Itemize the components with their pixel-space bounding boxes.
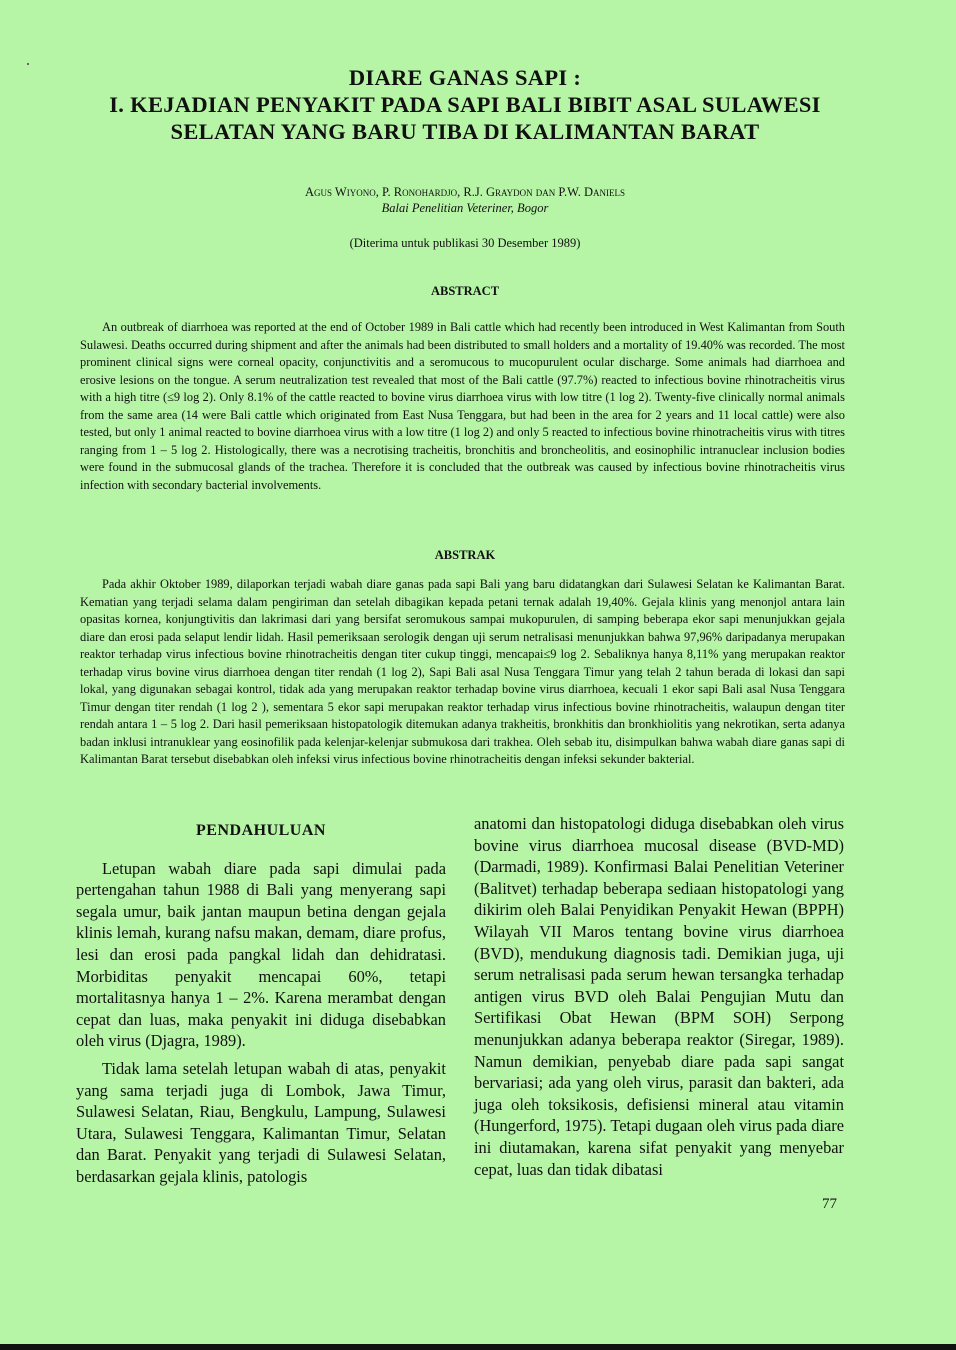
abstrak-text: Pada akhir Oktober 1989, dilaporkan terjadi wabah diare ganas pada sapi Bali yang baru didatangkan dari Sulawesi Selatan ke Kalimantan Barat. Kematian yang terjadi selama dalam pengiriman dan setelah dibagikan kepada petani ternak adalah 19,40%. Gejala klinis yang menonjol antara lain opasitas kornea, konjungtivitis dan lakrimasi dari yang bersifat seromukous sampai mukopurulen, di samping beberapa ekor sapi menunjukkan gejala diare dan erosi pada selaput lendir lidah. Hasil pemeriksaan serologik dengan uji serum netralisasi menunjukkan bahwa 97,96% daripadanya merupakan reaktor terhadap virus infectious bovine rhinotracheitis dengan titer cukup tinggi, mencapai≤9 log 2. Sebaliknya hanya 8,11% yang merupakan reaktor terhadap virus bovine virus diarrhoea dengan titer rendah (1 log 2), Sapi Bali asal Nusa Tenggara Timur yang telah 2 tahun berada di lokasi dan sapi lokal, yang digunakan sebagai kontrol, tidak ada yang merupakan reaktor terhadap bovine virus diarrhoea, kecuali 1 ekor sapi Bali asal Nusa Tenggara Timur dengan titer rendah (1 log 2 ), sementara 5 ekor sapi merupakan reaktor terhadap virus infectious bovine rhinotracheitis, walaupun dengan titer rendah antara 1 – 5 log 2. Dari hasil pemeriksaan histopatologik ditemukan adanya trakheitis, bronkhitis dan bronkhiolitis yang nekrotikan, serta adanya badan inklusi intranuklear yang eosinofilik pada kelenjar-kelenjar submukosa dari trakhea. Oleh sebab itu, disimpulkan bahwa wabah diare ganas sapi di Kalimantan Barat tersebut disebabkan oleh infeksi virus infectious bovine rhinotracheitis dengan infeksi sekunder bakterial.: [80, 577, 845, 766]
abstrak-heading: ABSTRAK: [434, 548, 496, 562]
introduction-heading: PENDAHULUAN: [196, 822, 326, 839]
scan-speck: [27, 63, 29, 65]
abstract-heading: ABSTRACT: [430, 284, 500, 298]
left-column: [76, 820, 446, 1188]
paper-title: [70, 64, 860, 145]
institution: Balai Penelitian Veteriner, Bogor: [381, 201, 549, 215]
abstract-text: An outbreak of diarrhoea was reported at the end of October 1989 in Bali cattle which had recently been introduced in West Kalimantan from South Sulawesi. Deaths occurred during shipment and after the animals had been distributed to small holders and a mortality of 19.40% was recorded. The most prominent clinical signs were corneal opacity, conjunctivitis and a seromucous to mucopurulent ocular discharge. Some animals had diarrhoea and erosive lesions on the tongue. A serum neutralization test revealed that most of the Bali cattle (97.7%) reacted to infectious bovine rhinotracheitis virus with a high titre (≤9 log 2). Only 8.1% of the cattle reacted to bovine virus diarrhoea virus with low titre (1 log 2). Twenty-five clinically normal animals from the same area (14 were Bali cattle which originated from East Nusa Tenggara, but had been in the area for 2 years and 11 local cattle) were also tested, but only 1 animal reacted to bovine diarrhoea virus with a low titre (1 log 2) and only 5 reacted to infectious bovine rhinotracheitis virus with titres ranging from 1 – 5 log 2. Histologically, there was a necrotising tracheitis, bronchitis and broncheolitis, and eosinophilic intranuclear inclusion bodies were found in the submucosal glands of the trachea. Therefore it is concluded that the outbreak was caused by infectious bovine rhinotracheitis virus infection with secondary bacterial involvements.: [80, 320, 845, 492]
received-date: (Diterima untuk publikasi 30 Desember 1989): [349, 236, 581, 250]
body-paragraph: Letupan wabah diare pada sapi dimulai pada pertengahan tahun 1988 di Bali yang menyerang sapi segala umur, baik jantan maupun betina dengan gejala klinis lemah, kurang nafsu makan, demam, diare profus, lesi dan erosi pada pangkal lidah dan dehidratasi. Morbiditas penyakit mencapai 60%, tetapi mortalitasnya hanya 1 – 2%. Karena merambat dengan cepat dan luas, maka penyakit ini diduga disebabkan oleh virus (Djagra, 1989).: [76, 858, 446, 1051]
author-list: Agus Wiyono, P. Ronohardjo, R.J. Graydon dan P.W. Daniels: [304, 185, 626, 199]
body-paragraph: anatomi dan histopatologi diduga disebabkan oleh virus bovine virus diarrhoea mucosal disease (BVD-MD) (Darmadi, 1989). Konfirmasi Balai Penelitian Veteriner (Balitvet) terhadap beberapa sediaan histopatologi yang dikirim oleh Balai Penyidikan Penyakit Hewan (BPPH) Wilayah VII Maros tentang bovine virus diarrhoea (BVD), mendukung diagnosis tadi. Demikian juga, uji serum netralisasi pada serum hewan tersangka terhadap antigen virus BVD oleh Balai Pengujian Mutu dan Sertifikasi Obat Hewan (BPM SOH) Serpong menunjukkan adanya beberapa reaktor (Siregar, 1989). Namun demikian, penyebab diare pada sapi sangat bervariasi; ada yang oleh virus, parasit dan bakteri, ada juga oleh toksikosis, defisiensi mineral atau vitamin (Hungerford, 1975). Tetapi dugaan oleh virus pada diare ini diutamakan, karena sifat penyakit yang menyebar cepat, luas dan tidak dibatasi: [474, 814, 844, 1179]
scan-edge: [0, 1344, 956, 1350]
body-paragraph: Tidak lama setelah letupan wabah di atas, penyakit yang sama terjadi juga di Lombok, Jawa Timur, Sulawesi Selatan, Riau, Bengkulu, Lampung, Sulawesi Utara, Sulawesi Tenggara, Kalimantan Timur, Selatan dan Barat. Penyakit yang terjadi di Sulawesi Selatan, berdasarkan gejala klinis, patologis: [76, 1058, 446, 1186]
page-number: 77: [822, 1196, 837, 1212]
title-line: I. KEJADIAN PENYAKIT PADA SAPI BALI BIBIT ASAL SULAWESI: [109, 92, 821, 117]
title-line: SELATAN YANG BARU TIBA DI KALIMANTAN BARAT: [170, 119, 760, 144]
title-line: DIARE GANAS SAPI :: [348, 65, 582, 90]
right-column: [474, 813, 844, 1180]
